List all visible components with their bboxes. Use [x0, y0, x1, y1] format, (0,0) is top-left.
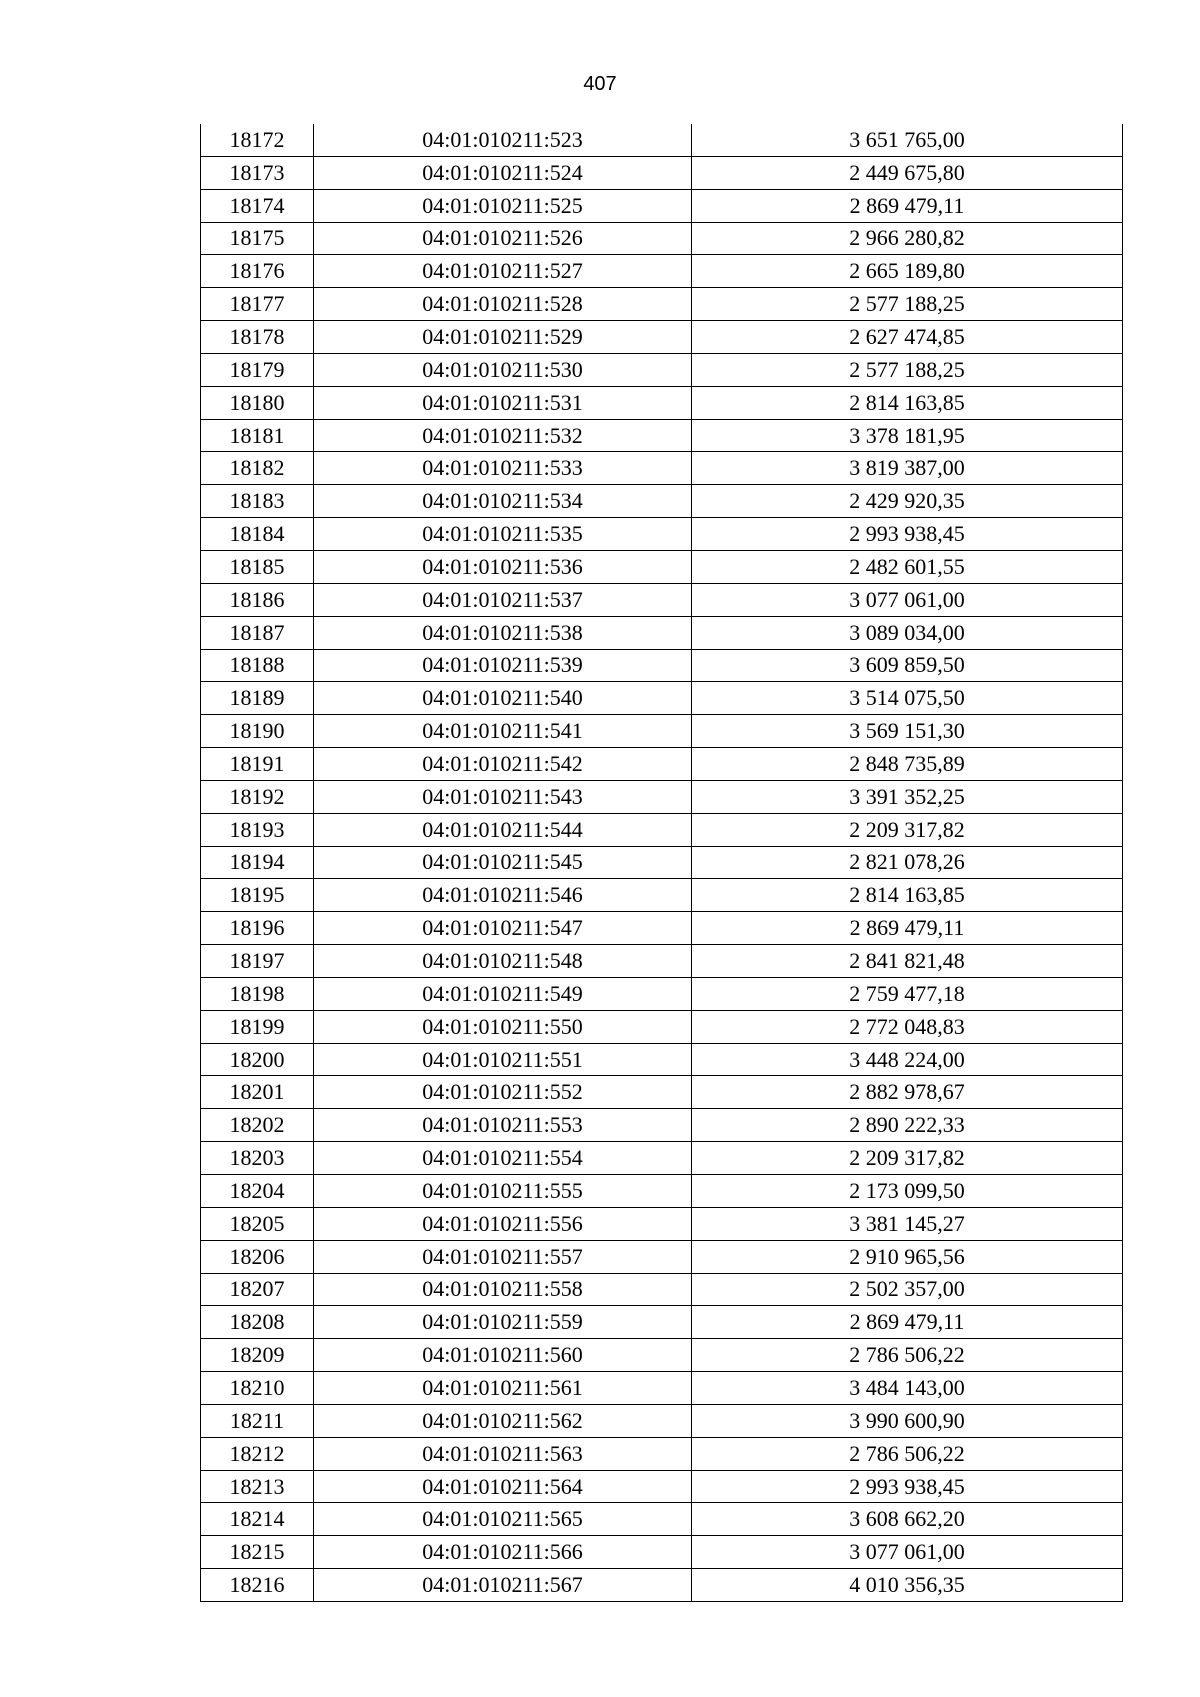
row-number-cell: 18188 [201, 649, 314, 682]
row-number-cell: 18204 [201, 1175, 314, 1208]
cadastral-value-cell: 3 089 034,00 [692, 616, 1123, 649]
row-number-cell: 18196 [201, 912, 314, 945]
cadastral-number-cell: 04:01:010211:534 [314, 485, 692, 518]
cadastral-number-cell: 04:01:010211:537 [314, 583, 692, 616]
cadastral-number-cell: 04:01:010211:555 [314, 1175, 692, 1208]
table-row [201, 879, 1123, 912]
table-row [201, 1536, 1123, 1569]
cadastral-number-cell: 04:01:010211:550 [314, 1010, 692, 1043]
table-row [201, 1404, 1123, 1437]
cadastral-value-cell: 3 448 224,00 [692, 1043, 1123, 1076]
cadastral-number-cell: 04:01:010211:529 [314, 321, 692, 354]
cadastral-number-cell: 04:01:010211:528 [314, 288, 692, 321]
table-row [201, 748, 1123, 781]
row-number-cell: 18184 [201, 518, 314, 551]
table-row [201, 977, 1123, 1010]
row-number-cell: 18194 [201, 846, 314, 879]
cadastral-number-cell: 04:01:010211:536 [314, 550, 692, 583]
table-row [201, 1076, 1123, 1109]
cadastral-value-cell: 2 577 188,25 [692, 288, 1123, 321]
cadastral-number-cell: 04:01:010211:532 [314, 419, 692, 452]
row-number-cell: 18193 [201, 813, 314, 846]
row-number-cell: 18209 [201, 1339, 314, 1372]
table-row [201, 321, 1123, 354]
cadastral-number-cell: 04:01:010211:553 [314, 1109, 692, 1142]
row-number-cell: 18200 [201, 1043, 314, 1076]
table-row [201, 353, 1123, 386]
cadastral-value-table [200, 124, 1123, 1602]
table-row [201, 649, 1123, 682]
table-row [201, 583, 1123, 616]
table-row [201, 1273, 1123, 1306]
table-row [201, 189, 1123, 222]
table-row [201, 1306, 1123, 1339]
row-number-cell: 18174 [201, 189, 314, 222]
row-number-cell: 18173 [201, 156, 314, 189]
cadastral-value-cell: 2 821 078,26 [692, 846, 1123, 879]
cadastral-number-cell: 04:01:010211:527 [314, 255, 692, 288]
cadastral-number-cell: 04:01:010211:535 [314, 518, 692, 551]
table-row [201, 813, 1123, 846]
cadastral-value-cell: 2 759 477,18 [692, 977, 1123, 1010]
cadastral-number-cell: 04:01:010211:549 [314, 977, 692, 1010]
row-number-cell: 18175 [201, 222, 314, 255]
cadastral-value-cell: 2 890 222,33 [692, 1109, 1123, 1142]
cadastral-number-cell: 04:01:010211:543 [314, 780, 692, 813]
row-number-cell: 18180 [201, 386, 314, 419]
row-number-cell: 18177 [201, 288, 314, 321]
table-row [201, 1010, 1123, 1043]
cadastral-number-cell: 04:01:010211:556 [314, 1207, 692, 1240]
cadastral-value-cell: 3 651 765,00 [692, 124, 1123, 156]
cadastral-value-cell: 2 482 601,55 [692, 550, 1123, 583]
cadastral-number-cell: 04:01:010211:541 [314, 715, 692, 748]
cadastral-number-cell: 04:01:010211:530 [314, 353, 692, 386]
cadastral-value-cell: 2 841 821,48 [692, 945, 1123, 978]
table-row [201, 912, 1123, 945]
table-row [201, 1207, 1123, 1240]
row-number-cell: 18197 [201, 945, 314, 978]
cadastral-value-cell: 2 814 163,85 [692, 879, 1123, 912]
table-body [201, 124, 1123, 1601]
table-row [201, 156, 1123, 189]
table-row [201, 1470, 1123, 1503]
cadastral-number-cell: 04:01:010211:524 [314, 156, 692, 189]
table-row [201, 485, 1123, 518]
cadastral-value-cell: 2 814 163,85 [692, 386, 1123, 419]
table-row [201, 288, 1123, 321]
cadastral-value-cell: 2 209 317,82 [692, 813, 1123, 846]
cadastral-value-cell: 2 910 965,56 [692, 1240, 1123, 1273]
row-number-cell: 18192 [201, 780, 314, 813]
table-row [201, 1503, 1123, 1536]
cadastral-value-cell: 2 429 920,35 [692, 485, 1123, 518]
cadastral-value-cell: 2 966 280,82 [692, 222, 1123, 255]
table-row [201, 452, 1123, 485]
table-row [201, 550, 1123, 583]
row-number-cell: 18172 [201, 124, 314, 156]
table-row [201, 715, 1123, 748]
cadastral-number-cell: 04:01:010211:544 [314, 813, 692, 846]
table-row [201, 518, 1123, 551]
cadastral-number-cell: 04:01:010211:554 [314, 1142, 692, 1175]
row-number-cell: 18195 [201, 879, 314, 912]
cadastral-number-cell: 04:01:010211:564 [314, 1470, 692, 1503]
cadastral-value-cell: 2 502 357,00 [692, 1273, 1123, 1306]
cadastral-number-cell: 04:01:010211:551 [314, 1043, 692, 1076]
row-number-cell: 18187 [201, 616, 314, 649]
table-row [201, 682, 1123, 715]
cadastral-value-cell: 2 869 479,11 [692, 1306, 1123, 1339]
page-number: 407 [583, 73, 617, 95]
row-number-cell: 18216 [201, 1569, 314, 1602]
cadastral-number-cell: 04:01:010211:565 [314, 1503, 692, 1536]
cadastral-number-cell: 04:01:010211:542 [314, 748, 692, 781]
cadastral-number-cell: 04:01:010211:533 [314, 452, 692, 485]
row-number-cell: 18205 [201, 1207, 314, 1240]
cadastral-number-cell: 04:01:010211:547 [314, 912, 692, 945]
row-number-cell: 18186 [201, 583, 314, 616]
cadastral-value-cell: 3 077 061,00 [692, 1536, 1123, 1569]
row-number-cell: 18202 [201, 1109, 314, 1142]
cadastral-value-cell: 2 869 479,11 [692, 912, 1123, 945]
cadastral-value-cell: 2 627 474,85 [692, 321, 1123, 354]
cadastral-number-cell: 04:01:010211:531 [314, 386, 692, 419]
cadastral-value-cell: 3 990 600,90 [692, 1404, 1123, 1437]
cadastral-number-cell: 04:01:010211:561 [314, 1372, 692, 1405]
cadastral-value-cell: 3 608 662,20 [692, 1503, 1123, 1536]
cadastral-number-cell: 04:01:010211:548 [314, 945, 692, 978]
row-number-cell: 18206 [201, 1240, 314, 1273]
cadastral-value-cell: 2 577 188,25 [692, 353, 1123, 386]
cadastral-value-cell: 2 869 479,11 [692, 189, 1123, 222]
table-row [201, 1569, 1123, 1602]
cadastral-number-cell: 04:01:010211:546 [314, 879, 692, 912]
cadastral-value-cell: 3 609 859,50 [692, 649, 1123, 682]
cadastral-number-cell: 04:01:010211:538 [314, 616, 692, 649]
table-row [201, 1043, 1123, 1076]
cadastral-value-cell: 3 484 143,00 [692, 1372, 1123, 1405]
row-number-cell: 18214 [201, 1503, 314, 1536]
row-number-cell: 18207 [201, 1273, 314, 1306]
cadastral-number-cell: 04:01:010211:558 [314, 1273, 692, 1306]
cadastral-value-cell: 3 514 075,50 [692, 682, 1123, 715]
row-number-cell: 18208 [201, 1306, 314, 1339]
row-number-cell: 18182 [201, 452, 314, 485]
cadastral-value-cell: 2 449 675,80 [692, 156, 1123, 189]
table-row [201, 780, 1123, 813]
cadastral-value-cell: 2 173 099,50 [692, 1175, 1123, 1208]
table-row [201, 1109, 1123, 1142]
cadastral-value-cell: 2 209 317,82 [692, 1142, 1123, 1175]
table-row [201, 1240, 1123, 1273]
row-number-cell: 18201 [201, 1076, 314, 1109]
table-row [201, 1339, 1123, 1372]
row-number-cell: 18212 [201, 1437, 314, 1470]
row-number-cell: 18176 [201, 255, 314, 288]
cadastral-number-cell: 04:01:010211:552 [314, 1076, 692, 1109]
cadastral-value-cell: 3 077 061,00 [692, 583, 1123, 616]
cadastral-number-cell: 04:01:010211:545 [314, 846, 692, 879]
cadastral-number-cell: 04:01:010211:523 [314, 124, 692, 156]
row-number-cell: 18178 [201, 321, 314, 354]
table-row [201, 386, 1123, 419]
row-number-cell: 18190 [201, 715, 314, 748]
cadastral-number-cell: 04:01:010211:557 [314, 1240, 692, 1273]
cadastral-value-cell: 3 569 151,30 [692, 715, 1123, 748]
table-row [201, 1372, 1123, 1405]
cadastral-number-cell: 04:01:010211:526 [314, 222, 692, 255]
row-number-cell: 18203 [201, 1142, 314, 1175]
row-number-cell: 18183 [201, 485, 314, 518]
cadastral-value-cell: 2 993 938,45 [692, 518, 1123, 551]
cadastral-number-cell: 04:01:010211:539 [314, 649, 692, 682]
row-number-cell: 18185 [201, 550, 314, 583]
cadastral-number-cell: 04:01:010211:540 [314, 682, 692, 715]
cadastral-value-cell: 3 378 181,95 [692, 419, 1123, 452]
table-row [201, 945, 1123, 978]
table-row [201, 616, 1123, 649]
row-number-cell: 18210 [201, 1372, 314, 1405]
cadastral-number-cell: 04:01:010211:562 [314, 1404, 692, 1437]
cadastral-number-cell: 04:01:010211:525 [314, 189, 692, 222]
cadastral-number-cell: 04:01:010211:567 [314, 1569, 692, 1602]
row-number-cell: 18181 [201, 419, 314, 452]
cadastral-number-cell: 04:01:010211:563 [314, 1437, 692, 1470]
row-number-cell: 18191 [201, 748, 314, 781]
table-row [201, 1437, 1123, 1470]
cadastral-number-cell: 04:01:010211:559 [314, 1306, 692, 1339]
cadastral-value-cell: 4 010 356,35 [692, 1569, 1123, 1602]
table-row [201, 419, 1123, 452]
row-number-cell: 18215 [201, 1536, 314, 1569]
table-row [201, 1175, 1123, 1208]
table-row [201, 846, 1123, 879]
table-row [201, 255, 1123, 288]
row-number-cell: 18213 [201, 1470, 314, 1503]
cadastral-value-cell: 3 819 387,00 [692, 452, 1123, 485]
cadastral-value-cell: 2 848 735,89 [692, 748, 1123, 781]
row-number-cell: 18199 [201, 1010, 314, 1043]
row-number-cell: 18189 [201, 682, 314, 715]
row-number-cell: 18198 [201, 977, 314, 1010]
cadastral-number-cell: 04:01:010211:560 [314, 1339, 692, 1372]
table-row [201, 1142, 1123, 1175]
row-number-cell: 18211 [201, 1404, 314, 1437]
table-row [201, 222, 1123, 255]
cadastral-value-cell: 2 786 506,22 [692, 1437, 1123, 1470]
cadastral-value-cell: 2 993 938,45 [692, 1470, 1123, 1503]
cadastral-value-cell: 2 786 506,22 [692, 1339, 1123, 1372]
cadastral-number-cell: 04:01:010211:566 [314, 1536, 692, 1569]
cadastral-value-cell: 2 882 978,67 [692, 1076, 1123, 1109]
cadastral-value-cell: 2 772 048,83 [692, 1010, 1123, 1043]
cadastral-value-cell: 3 381 145,27 [692, 1207, 1123, 1240]
cadastral-value-cell: 2 665 189,80 [692, 255, 1123, 288]
table-row [201, 124, 1123, 156]
row-number-cell: 18179 [201, 353, 314, 386]
cadastral-value-cell: 3 391 352,25 [692, 780, 1123, 813]
